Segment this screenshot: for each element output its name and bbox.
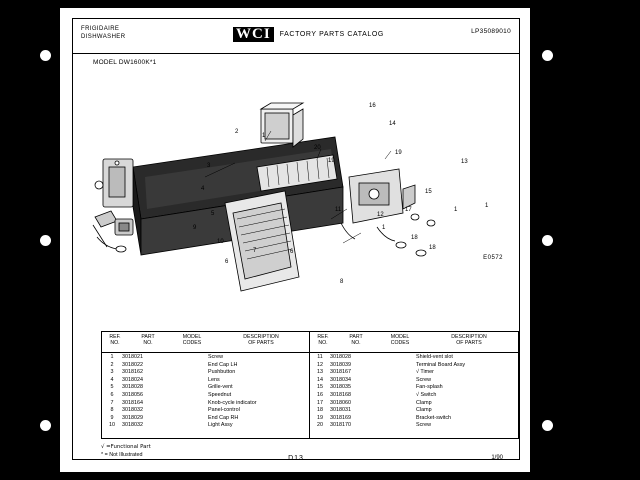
cell-part: 3018032	[122, 407, 143, 414]
cell-ref: 6	[110, 391, 114, 398]
cell-desc: Terminal Board Assy	[416, 361, 466, 368]
catalog-title: FACTORY PARTS CATALOG	[279, 31, 384, 38]
callout-15: 15	[425, 189, 432, 195]
callout-9: 9	[193, 225, 197, 231]
model-line: MODEL DW1600K*1	[93, 59, 157, 66]
brand-name: FRIGIDAIRE	[81, 26, 120, 32]
catalog-title-block	[233, 27, 384, 42]
parts-rows-left	[102, 354, 310, 430]
cell-model	[374, 377, 416, 385]
table-row	[310, 377, 518, 385]
cell-part: 3018162	[122, 369, 143, 376]
col-header-ref: REF. NO.	[109, 334, 121, 347]
table-row	[102, 369, 310, 377]
callout-2: 2	[235, 129, 239, 135]
callout-14: 14	[389, 121, 396, 127]
cell-ref: 16	[317, 391, 323, 398]
table-row	[102, 362, 310, 370]
cell-part: 3018039	[330, 361, 351, 368]
cell-ref: 12	[317, 361, 323, 368]
cell-desc: Pushbutton	[208, 369, 236, 376]
callout-6a: 6	[225, 259, 229, 265]
table-row	[310, 422, 518, 430]
cell-ref: 2	[110, 361, 114, 368]
cell-part: 3018056	[122, 391, 143, 398]
cell-model	[166, 377, 208, 385]
cell-model	[374, 384, 416, 392]
cell-desc: Speednut	[208, 391, 232, 398]
cell-ref: 10	[109, 422, 115, 429]
cell-ref: 18	[317, 407, 323, 414]
cell-ref: 7	[110, 399, 114, 406]
parts-table-right-column	[310, 332, 518, 438]
cell-desc: Panel-control	[208, 407, 240, 414]
cell-ref: 1	[110, 354, 114, 360]
cell-model	[166, 392, 208, 400]
cell-model	[374, 415, 416, 423]
brand-category: DISHWASHER	[81, 34, 126, 40]
table-row	[102, 400, 310, 408]
cell-ref: 13	[317, 369, 323, 376]
cell-part: 3018060	[330, 399, 351, 406]
callout-1b: 1	[382, 225, 386, 231]
callout-3: 3	[207, 163, 211, 169]
cell-desc: Lens	[208, 376, 220, 383]
cell-desc: Light Assy	[208, 422, 233, 429]
parts-rows-right	[310, 354, 518, 430]
cell-ref: 11	[317, 354, 323, 360]
cell-ref: 4	[110, 376, 114, 383]
wci-logo: WCI	[233, 27, 274, 42]
cell-ref: 14	[317, 376, 323, 383]
callout-1d: 1	[485, 203, 489, 209]
cell-part: 3018024	[122, 376, 143, 383]
cell-desc: Shield-vent slot	[416, 354, 453, 360]
page-header	[73, 19, 519, 54]
document-number: LP35089010	[471, 28, 511, 35]
figure-code: E0572	[483, 255, 503, 261]
cell-ref: 3	[110, 369, 114, 376]
brand-block	[81, 25, 125, 41]
page-number: D13	[288, 455, 304, 462]
parts-table-left-column	[102, 332, 310, 438]
page-border	[72, 18, 520, 460]
col-header-model-2: MODEL CODES	[390, 334, 410, 347]
table-row	[102, 354, 310, 362]
cell-desc: Clamp	[416, 399, 432, 406]
cell-model	[166, 400, 208, 408]
cell-model	[374, 354, 416, 362]
callout-13: 13	[461, 159, 468, 165]
callout-12: 12	[377, 212, 384, 218]
cell-model	[166, 362, 208, 370]
page-date: 1/90	[491, 455, 503, 461]
cell-model	[374, 392, 416, 400]
table-row	[102, 384, 310, 392]
cell-part: 3018035	[330, 384, 351, 391]
cell-desc: √ Switch	[416, 391, 437, 398]
cell-part: 3018021	[122, 354, 143, 360]
cell-desc: Screw	[416, 376, 431, 383]
col-header-ref-2: REF. NO.	[317, 334, 329, 347]
legend-functional: √ =Functional Part	[101, 444, 151, 450]
cell-ref: 19	[317, 414, 323, 421]
callout-7: 7	[253, 248, 257, 254]
table-row	[102, 422, 310, 430]
cell-part: 3018028	[330, 354, 351, 360]
cell-model	[166, 369, 208, 377]
binder-holes-right	[530, 0, 640, 480]
cell-part: 3018031	[330, 407, 351, 414]
table-row	[102, 377, 310, 385]
callout-16: 16	[369, 103, 376, 109]
col-header-desc-2: DESCRIPTION OF PARTS	[451, 334, 487, 347]
callout-11: 11	[335, 207, 342, 213]
cell-desc: Bracket-switch	[416, 414, 452, 421]
cell-model	[374, 422, 416, 430]
cell-part: 3018028	[122, 384, 143, 391]
col-header-desc: DESCRIPTION OF PARTS	[243, 334, 279, 347]
callout-8: 8	[340, 279, 344, 285]
cell-desc: Screw	[208, 354, 223, 360]
cell-ref: 15	[317, 384, 323, 391]
cell-model	[374, 407, 416, 415]
cell-part: 3018167	[330, 369, 351, 376]
cell-desc: Grille-vent	[208, 384, 233, 391]
table-row	[310, 369, 518, 377]
cell-model	[166, 354, 208, 362]
cell-desc: Knob-cycle indicator	[208, 399, 257, 406]
cell-model	[374, 369, 416, 377]
cell-model	[374, 400, 416, 408]
cell-desc: Screw	[416, 422, 431, 429]
callout-18b: 18	[429, 245, 436, 251]
cell-model	[166, 407, 208, 415]
col-header-model: MODEL CODES	[182, 334, 202, 347]
cell-model	[166, 422, 208, 430]
table-row	[102, 407, 310, 415]
cell-part: 3018170	[330, 422, 351, 429]
callout-5: 5	[211, 211, 215, 217]
col-header-part-2: PART NO.	[349, 334, 363, 347]
cell-part: 3018034	[330, 376, 351, 383]
table-row	[310, 415, 518, 423]
callout-19b: 19	[328, 158, 335, 164]
catalog-page	[60, 8, 530, 472]
cell-ref: 9	[110, 414, 114, 421]
callout-20: 20	[314, 145, 321, 151]
table-row	[102, 415, 310, 423]
cell-ref: 5	[110, 384, 114, 391]
parts-table	[101, 331, 519, 439]
cell-model	[374, 362, 416, 370]
col-header-part: PART NO.	[141, 334, 155, 347]
cell-ref: 20	[317, 422, 323, 429]
callout-10: 10	[217, 239, 224, 245]
table-row	[310, 354, 518, 362]
cell-desc: End Cap RH	[208, 414, 239, 421]
table-row	[102, 392, 310, 400]
table-row	[310, 407, 518, 415]
callout-4: 4	[201, 186, 205, 192]
exploded-diagram	[85, 67, 531, 323]
callout-1: 1	[262, 133, 266, 139]
cell-part: 3018032	[122, 422, 143, 429]
table-row	[310, 392, 518, 400]
cell-model	[166, 384, 208, 392]
callout-1c: 1	[454, 207, 458, 213]
table-row	[310, 400, 518, 408]
cell-desc: Fan-splash	[416, 384, 443, 391]
cell-part: 3018029	[122, 414, 143, 421]
cell-part: 3018022	[122, 361, 143, 368]
cell-model	[166, 415, 208, 423]
callout-17: 17	[405, 207, 412, 213]
binder-holes-left	[0, 0, 60, 480]
callout-19a: 19	[395, 150, 402, 156]
diagram-svg	[85, 67, 531, 323]
cell-part: 3018168	[330, 391, 351, 398]
callout-6b: 6	[290, 249, 294, 255]
table-row	[310, 362, 518, 370]
cell-part: 3018164	[122, 399, 143, 406]
table-row	[310, 384, 518, 392]
callout-18a: 18	[411, 235, 418, 241]
cell-desc: √ Timer	[416, 369, 434, 376]
legend-not-illustrated: * = Not Illustrated	[101, 452, 143, 458]
cell-desc: End Cap LH	[208, 361, 238, 368]
cell-ref: 8	[110, 407, 114, 414]
cell-ref: 17	[317, 399, 323, 406]
cell-desc: Clamp	[416, 407, 432, 414]
cell-part: 3018169	[330, 414, 351, 421]
